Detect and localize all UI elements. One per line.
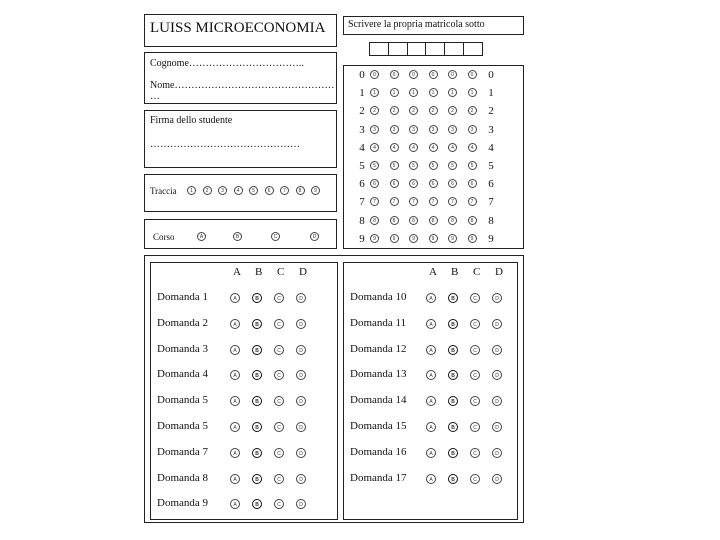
answer-bubble-c[interactable]: C — [470, 474, 480, 484]
digit-bubble[interactable]: 1 — [429, 88, 438, 97]
answer-bubble-a[interactable]: A — [230, 499, 240, 509]
question-label: Domanda 8 — [157, 471, 209, 484]
question-row — [157, 343, 314, 359]
answer-bubble-b[interactable]: B — [252, 396, 262, 406]
digit-bubble[interactable]: 6 — [429, 179, 438, 188]
answer-column-header: D — [495, 266, 503, 278]
question-label: Domanda 16 — [350, 445, 407, 458]
answer-bubble-c[interactable]: C — [274, 422, 284, 432]
answer-bubble-b[interactable]: B — [252, 370, 262, 380]
answer-bubble-a[interactable]: A — [426, 370, 436, 380]
digit-label-right: 3 — [488, 123, 494, 136]
answer-bubble-d[interactable]: D — [492, 396, 502, 406]
digit-bubble[interactable]: 6 — [409, 179, 418, 188]
answer-bubble-c[interactable]: C — [274, 345, 284, 355]
digit-label-left: 7 — [359, 196, 365, 209]
digit-label-left: 6 — [359, 178, 365, 191]
answer-column-header: B — [255, 266, 263, 278]
question-row — [157, 317, 314, 333]
digit-row-5 — [357, 160, 497, 174]
digit-bubble[interactable]: 1 — [468, 88, 477, 97]
digit-bubble[interactable]: 2 — [448, 106, 457, 115]
question-label: Domanda 12 — [350, 342, 407, 355]
digit-row-7 — [357, 196, 497, 210]
answer-bubble-c[interactable]: C — [274, 396, 284, 406]
digit-bubble[interactable]: 4 — [448, 143, 457, 152]
answer-bubble-b[interactable]: B — [448, 448, 458, 458]
corso-bubble-d[interactable]: D — [310, 232, 319, 241]
digit-row-9 — [357, 233, 497, 247]
answer-bubble-d[interactable]: D — [296, 422, 306, 432]
digit-bubble[interactable]: 5 — [409, 161, 418, 170]
title-box — [144, 14, 337, 47]
traccia-bubble-2[interactable]: 2 — [203, 186, 212, 195]
answer-bubble-d[interactable]: D — [296, 448, 306, 458]
digit-bubble[interactable]: 1 — [409, 88, 418, 97]
answer-bubble-c[interactable]: C — [470, 319, 480, 329]
answer-column-header: B — [451, 266, 459, 278]
question-label: Domanda 15 — [350, 420, 407, 432]
answer-column-header: A — [233, 266, 241, 278]
digit-label-left: 1 — [359, 87, 365, 100]
digit-label-right: 1 — [488, 87, 494, 100]
answer-bubble-b[interactable]: B — [252, 474, 262, 484]
question-row — [157, 420, 314, 436]
signature-box — [144, 110, 337, 168]
question-label: Domanda 11 — [350, 316, 407, 329]
answer-bubble-d[interactable]: D — [296, 499, 306, 509]
digit-label-right: 5 — [488, 160, 494, 172]
digit-bubble[interactable]: 2 — [468, 106, 477, 115]
question-label: Domanda 13 — [350, 368, 407, 381]
corso-box — [144, 219, 337, 249]
answer-column-header: A — [429, 266, 437, 278]
digit-bubble[interactable]: 4 — [390, 143, 399, 152]
answer-bubble-b[interactable]: B — [448, 396, 458, 406]
digit-bubble[interactable]: 9 — [468, 234, 477, 243]
digit-bubble[interactable]: 4 — [409, 143, 418, 152]
digit-row-8 — [357, 215, 497, 229]
question-label: Domanda 5 — [157, 420, 209, 432]
answer-bubble-a[interactable]: A — [426, 396, 436, 406]
digit-label-right: 2 — [488, 105, 494, 118]
question-label: Domanda 2 — [157, 316, 209, 329]
digit-row-1 — [357, 87, 497, 101]
digit-bubble[interactable]: 7 — [390, 197, 399, 206]
digit-label-left: 4 — [359, 141, 365, 154]
answer-bubble-c[interactable]: C — [470, 448, 480, 458]
question-row — [350, 472, 510, 488]
answer-bubble-c[interactable]: C — [470, 293, 480, 303]
answer-bubble-a[interactable]: A — [230, 422, 240, 432]
answer-column-header: C — [277, 266, 285, 278]
traccia-bubble-1[interactable]: 1 — [187, 186, 196, 195]
answer-bubble-c[interactable]: C — [470, 396, 480, 406]
question-label: Domanda 14 — [350, 394, 407, 407]
answer-bubble-a[interactable]: A — [426, 345, 436, 355]
answer-bubble-d[interactable]: D — [296, 319, 306, 329]
digit-bubble[interactable]: 4 — [370, 143, 379, 152]
digit-bubble[interactable]: 2 — [409, 106, 418, 115]
answer-bubble-b[interactable]: B — [448, 345, 458, 355]
digit-bubble[interactable]: 5 — [390, 161, 399, 170]
digit-bubble[interactable]: 8 — [390, 216, 399, 225]
nome-field[interactable]: Nome………………………………………… — [150, 80, 335, 91]
question-label: Domanda 17 — [350, 471, 407, 484]
question-row — [350, 368, 510, 384]
answer-bubble-d[interactable]: D — [492, 474, 502, 484]
answer-bubble-a[interactable]: A — [230, 319, 240, 329]
digit-bubble[interactable]: 8 — [468, 216, 477, 225]
answer-bubble-d[interactable]: D — [492, 448, 502, 458]
question-row — [157, 368, 314, 384]
answer-bubble-b[interactable]: B — [448, 422, 458, 432]
corso-bubble-c[interactable]: C — [271, 232, 280, 241]
digit-bubble[interactable]: 0 — [390, 70, 399, 79]
question-label: Domanda 5 — [157, 394, 209, 407]
digit-bubble[interactable]: 2 — [370, 106, 379, 115]
digit-label-left: 8 — [359, 214, 365, 227]
question-row — [157, 472, 314, 488]
digit-bubble[interactable]: 0 — [429, 70, 438, 79]
answer-column-header: C — [473, 266, 481, 278]
question-row — [350, 291, 510, 307]
traccia-box — [144, 174, 337, 212]
digit-bubble[interactable]: 4 — [468, 143, 477, 152]
question-row — [157, 446, 314, 462]
digit-bubble[interactable]: 7 — [468, 197, 477, 206]
matricola-write-cells[interactable] — [369, 42, 483, 56]
digit-row-0 — [357, 69, 497, 83]
answer-bubble-a[interactable]: A — [230, 448, 240, 458]
digit-bubble[interactable]: 9 — [409, 234, 418, 243]
digit-bubble[interactable]: 7 — [429, 197, 438, 206]
digit-row-6 — [357, 178, 497, 192]
answer-bubble-a[interactable]: A — [230, 396, 240, 406]
corso-bubble-b[interactable]: B — [233, 232, 242, 241]
digit-bubble[interactable]: 1 — [370, 88, 379, 97]
digit-label-right: 0 — [488, 69, 494, 81]
digit-label-right: 6 — [488, 178, 494, 191]
answer-bubble-c[interactable]: C — [274, 474, 284, 484]
digit-bubble[interactable]: 0 — [409, 70, 418, 79]
answer-bubble-d[interactable]: D — [492, 319, 502, 329]
digit-bubble[interactable]: 9 — [429, 234, 438, 243]
digit-label-left: 2 — [359, 105, 365, 118]
traccia-bubble-8[interactable]: 8 — [296, 186, 305, 195]
question-label: Domanda 9 — [157, 497, 209, 510]
digit-label-right: 4 — [488, 141, 494, 154]
traccia-bubble-7[interactable]: 7 — [280, 186, 289, 195]
digit-label-left: 0 — [359, 69, 365, 81]
answer-bubble-d[interactable]: D — [492, 422, 502, 432]
digit-label-right: 9 — [488, 232, 494, 245]
digit-bubble[interactable]: 2 — [429, 106, 438, 115]
traccia-bubble-6[interactable]: 6 — [265, 186, 274, 195]
answer-bubble-c[interactable]: C — [274, 293, 284, 303]
answer-bubble-d[interactable]: D — [296, 396, 306, 406]
answer-bubble-b[interactable]: B — [448, 293, 458, 303]
answer-bubble-a[interactable]: A — [230, 474, 240, 484]
answer-bubble-c[interactable]: C — [470, 370, 480, 380]
answer-bubble-d[interactable]: D — [296, 293, 306, 303]
digit-label-right: 8 — [488, 214, 494, 227]
question-label: Domanda 3 — [157, 342, 209, 355]
digit-bubble[interactable]: 9 — [448, 234, 457, 243]
answer-bubble-a[interactable]: A — [230, 293, 240, 303]
digit-bubble[interactable]: 5 — [468, 161, 477, 170]
question-label: Domanda 10 — [350, 291, 407, 303]
digit-bubble[interactable]: 6 — [370, 179, 379, 188]
digit-label-right: 7 — [488, 196, 494, 209]
digit-bubble[interactable]: 5 — [448, 161, 457, 170]
answer-bubble-a[interactable]: A — [230, 345, 240, 355]
name-box — [144, 52, 337, 104]
answer-bubble-c[interactable]: C — [274, 448, 284, 458]
answer-bubble-a[interactable]: A — [426, 293, 436, 303]
traccia-bubble-5[interactable]: 5 — [249, 186, 258, 195]
answer-bubble-d[interactable]: D — [296, 474, 306, 484]
digit-bubble[interactable]: 3 — [390, 125, 399, 134]
digit-bubble[interactable]: 8 — [448, 216, 457, 225]
answer-bubble-b[interactable]: B — [252, 319, 262, 329]
digit-bubble[interactable]: 2 — [390, 106, 399, 115]
digit-bubble[interactable]: 0 — [448, 70, 457, 79]
digit-bubble[interactable]: 7 — [370, 197, 379, 206]
digit-bubble[interactable]: 1 — [448, 88, 457, 97]
corso-label: Corso — [153, 232, 175, 242]
digit-label-left: 9 — [359, 232, 365, 245]
answer-bubble-d[interactable]: D — [492, 345, 502, 355]
digit-bubble[interactable]: 7 — [448, 197, 457, 206]
answer-bubble-a[interactable]: A — [230, 370, 240, 380]
answer-bubble-b[interactable]: B — [448, 474, 458, 484]
question-row — [157, 497, 314, 513]
digit-bubble[interactable]: 3 — [468, 125, 477, 134]
answer-bubble-c[interactable]: C — [470, 345, 480, 355]
answer-bubble-c[interactable]: C — [274, 319, 284, 329]
traccia-bubble-3[interactable]: 3 — [218, 186, 227, 195]
traccia-label: Traccia — [150, 186, 177, 196]
answer-bubble-b[interactable]: B — [252, 448, 262, 458]
question-label: Domanda 4 — [157, 368, 209, 381]
answer-bubble-b[interactable]: B — [448, 370, 458, 380]
digit-bubble[interactable]: 3 — [370, 125, 379, 134]
question-row — [350, 446, 510, 462]
page-title: LUISS MICROECONOMIA — [150, 20, 326, 36]
answer-bubble-b[interactable]: B — [252, 345, 262, 355]
digit-label-left: 5 — [359, 160, 365, 172]
traccia-bubble-9[interactable]: 9 — [311, 186, 320, 195]
digit-bubble[interactable]: 8 — [370, 216, 379, 225]
digit-bubble[interactable]: 5 — [429, 161, 438, 170]
question-label: Domanda 1 — [157, 291, 209, 303]
digit-bubble[interactable]: 6 — [448, 179, 457, 188]
answer-bubble-b[interactable]: B — [252, 499, 262, 509]
answer-bubble-a[interactable]: A — [426, 474, 436, 484]
question-row — [157, 291, 314, 307]
answer-bubble-d[interactable]: D — [492, 370, 502, 380]
answer-bubble-c[interactable]: C — [470, 422, 480, 432]
answer-bubble-d[interactable]: D — [296, 370, 306, 380]
answer-bubble-b[interactable]: B — [448, 319, 458, 329]
digit-bubble[interactable]: 3 — [429, 125, 438, 134]
digit-bubble[interactable]: 3 — [448, 125, 457, 134]
signature-label: Firma dello studente — [150, 115, 233, 126]
answer-bubble-c[interactable]: C — [274, 370, 284, 380]
digit-bubble[interactable]: 5 — [370, 161, 379, 170]
answer-bubble-c[interactable]: C — [274, 499, 284, 509]
answer-column-header: D — [299, 266, 307, 278]
digit-bubble[interactable]: 6 — [390, 179, 399, 188]
digit-row-4 — [357, 142, 497, 156]
digit-bubble[interactable]: 0 — [370, 70, 379, 79]
answer-bubble-d[interactable]: D — [296, 345, 306, 355]
digit-bubble[interactable]: 7 — [409, 197, 418, 206]
digit-row-3 — [357, 124, 497, 138]
answer-bubble-d[interactable]: D — [492, 293, 502, 303]
digit-bubble[interactable]: 1 — [390, 88, 399, 97]
question-row — [350, 394, 510, 410]
digit-bubble[interactable]: 0 — [468, 70, 477, 79]
answer-bubble-a[interactable]: A — [426, 422, 436, 432]
answer-bubble-a[interactable]: A — [426, 448, 436, 458]
digit-row-2 — [357, 105, 497, 119]
question-row — [350, 420, 510, 436]
cognome-field[interactable]: Cognome…………………………….. — [150, 58, 304, 69]
digit-label-left: 3 — [359, 123, 365, 136]
question-label: Domanda 7 — [157, 445, 209, 458]
digit-bubble[interactable]: 3 — [409, 125, 418, 134]
corso-bubble-a[interactable]: A — [197, 232, 206, 241]
question-row — [350, 317, 510, 333]
matricola-instruction: Scrivere la propria matricola sotto — [348, 19, 485, 30]
question-row — [350, 343, 510, 359]
answer-bubble-b[interactable]: B — [252, 293, 262, 303]
digit-bubble[interactable]: 6 — [468, 179, 477, 188]
question-row — [157, 394, 314, 410]
matricola-instruction-box — [343, 16, 524, 35]
answer-bubble-a[interactable]: A — [426, 319, 436, 329]
signature-line[interactable]: ……………………………………… — [150, 139, 300, 150]
digit-bubble[interactable]: 8 — [409, 216, 418, 225]
nome-field-cont: … — [150, 91, 160, 102]
digit-bubble[interactable]: 9 — [370, 234, 379, 243]
digit-bubble[interactable]: 4 — [429, 143, 438, 152]
answer-bubble-b[interactable]: B — [252, 422, 262, 432]
traccia-bubble-4[interactable]: 4 — [234, 186, 243, 195]
digit-bubble[interactable]: 9 — [390, 234, 399, 243]
digit-bubble[interactable]: 8 — [429, 216, 438, 225]
